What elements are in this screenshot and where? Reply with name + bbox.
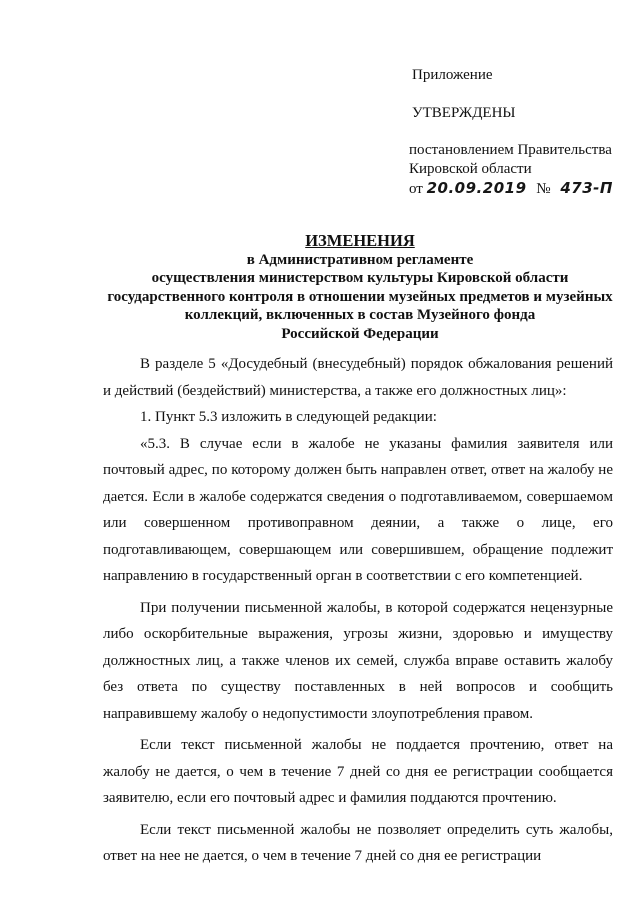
from-label: от (409, 181, 423, 197)
document-title (90, 232, 630, 344)
body-paragraph: 1. Пункт 5.3 изложить в следующей редакции: (140, 409, 437, 425)
title-line: государственного контроля в отношении музейных предметов и музейных (107, 288, 613, 305)
body-paragraph: В разделе 5 «Досудебный (внесудебный) порядок обжалования решений и действий (бездействий) министерства, а также его должностных лиц»: (103, 356, 613, 399)
title-main: ИЗМЕНЕНИЯ (305, 231, 415, 250)
title-line: в Административном регламенте (246, 251, 474, 268)
title-line: Российской Федерации (281, 325, 439, 342)
body-paragraph: «5.3. В случае если в жалобе не указаны фамилия заявителя или почтовый адрес, по которому должен быть направлен ответ, ответ на жалобу не дается. Если в жалобе содержатся сведения о подготавливаемом, совершаемом или совершенном противоправном деянии, а также о лице, его подготавливающем, совершающем или совершившем, обращение подлежит направлению в государственный орган в соответствии с его компетенцией. (103, 435, 613, 584)
resolution-date-line (409, 179, 613, 199)
title-line: коллекций, включенных в состав Музейного фонда (184, 307, 536, 324)
approved-label: УТВЕРЖДЕНЫ (412, 105, 516, 121)
resolution-line-2: Кировской области (409, 161, 532, 177)
body-paragraph: При получении письменной жалобы, в которой содержатся нецензурные либо оскорбительные выражения, угрозы жизни, здоровью и имуществу должностных лиц, а также членов их семей, служба вправе оставить жалобу без ответа по существу поставленных в ней вопросов и сообщить направившему жалобу о недопустимости злоупотребления правом. (103, 599, 613, 722)
body-paragraph: Если текст письменной жалобы не позволяет определить суть жалобы, ответ на нее не дается, о чем в течение 7 дней со дня ее регистрации (103, 821, 613, 864)
number-label: № (536, 181, 551, 197)
document-body (103, 351, 613, 870)
title-line: осуществления министерством культуры Кировской области (151, 270, 569, 287)
body-paragraph: Если текст письменной жалобы не поддается прочтению, ответ на жалобу не дается, о чем в течение 7 дней со дня ее регистрации сообщается заявителю, если его почтовый адрес и фамилия поддаются прочтению. (103, 737, 613, 806)
attachment-label: Приложение (412, 67, 493, 83)
resolution-date: 20.09.2019 (426, 179, 527, 197)
resolution-number: 473-П (560, 179, 613, 197)
resolution-line-1: постановлением Правительства (409, 142, 612, 158)
